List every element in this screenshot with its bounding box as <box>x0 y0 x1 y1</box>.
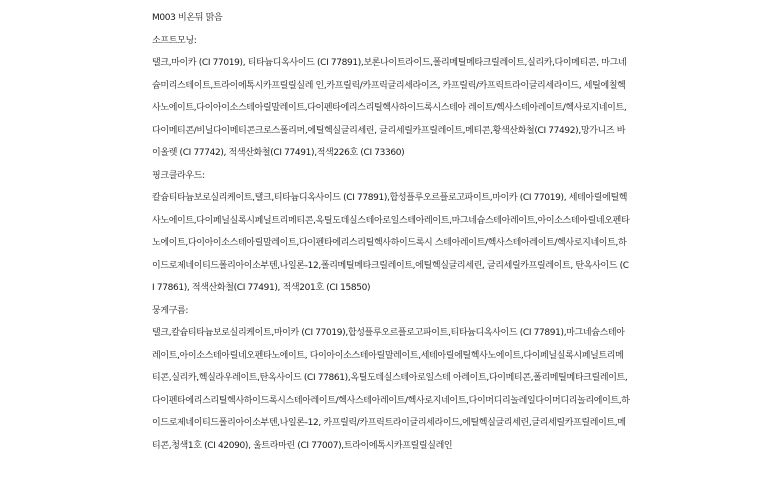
section-body-soft-morning: 탤크,마이카 (CI 77019), 티타늄디옥사이드 (CI 77891),보론나이트라이드,폴리메틸메타크릴레이트,실리카,다이메티콘, 마그네슘미리스테이트,트라이에톡시카프릴릴실레 인,카프릴릭/카프릭글리세라이즈, 카프릴릭/카프릭트라이글리세라이드, 세틸에칠헥사노에이트,다이아이소스테아릴말레이트,다이펜타에리스리틸헥사하이드록시스테아 레이트/헥사스테아레이트/헥사로지네이트,다이메티콘/비닐다이메티콘크로스폴리머,에틸헥실글리세린, 글리세릴카프릴레이트,메티콘,황색산화철(CI 77492),망가니즈 바이올렛 (CI 77742), 적색산화철(CI 77491),적색226호 (CI 73360) <box>152 58 627 158</box>
section-body-fluffy-cloud: 탤크,칼슘티타늄보로실리케이트,마이카 (CI 77019),합성플루오르플로고파이트,티타늄디옥사이드 (CI 77891),마그네슘스테아레이트,아이소스테아릴네오펜타노에이트, 다이아이소스테아릴말레이트,세테아릴에틸헥사노에이트,다이페닐실록시페닐트리메티콘,실리카,헥실라우레이트,탄옥사이드 (CI 77861),옥틸도데실스테아로일스테 아레이트,다이메티콘,폴리메틸메타크릴레이트,다이펜타에리스리틸헥사하이드록시스테아레이트/헥사스테아레이트/헥사로지네이트,다이머디리놀레일다이머디리놀리에이트,하이드로제네이티드폴리아이소부텐,나일론-12, 카프릴릭/카프릭트라이글리세라이드,에틸헥실글리세린,글리세릴카프릴레이트,메티콘,청색1호 (CI 42090), 울트라마린 (CI 77007),트라이에톡시카프릴릴실레인 <box>152 328 630 451</box>
product-title: M003 비온뒤 맑음 <box>152 13 223 23</box>
section-heading-soft-morning: 소프트모닝: <box>152 35 197 46</box>
ingredient-document <box>152 7 630 457</box>
section-body-pink-cloud: 칼슘티타늄보로실리케이트,탤크,티타늄디옥사이드 (CI 77891),합성플루오르플로고파이트,마이카 (CI 77019), 세테아릴에틸헥사노에이트,다이페닐실록시페닐트리메티콘,옥틸도데실스테아로일스테아레이트,마그네슘스테아레이트,아이소스테아릴네오펜타노에이트,다이아이소스테아릴말레이트,다이펜타에리스리틸헥사하이드록시 스테아레이트/헥사스테아레이트/헥사로지네이트,하이드로제네이티드폴리아이소부텐,나일론-12,폴리메틸메타크릴레이트,에틸헥실글리세린, 글리세릴카프릴레이트, 탄옥사이드 (CI 77861), 적색산화철(CI 77491), 적색201호 (CI 15850) <box>152 193 630 293</box>
section-heading-pink-cloud: 핑크클라우드: <box>152 170 205 181</box>
section-heading-fluffy-cloud: 뭉게구름: <box>152 305 189 316</box>
